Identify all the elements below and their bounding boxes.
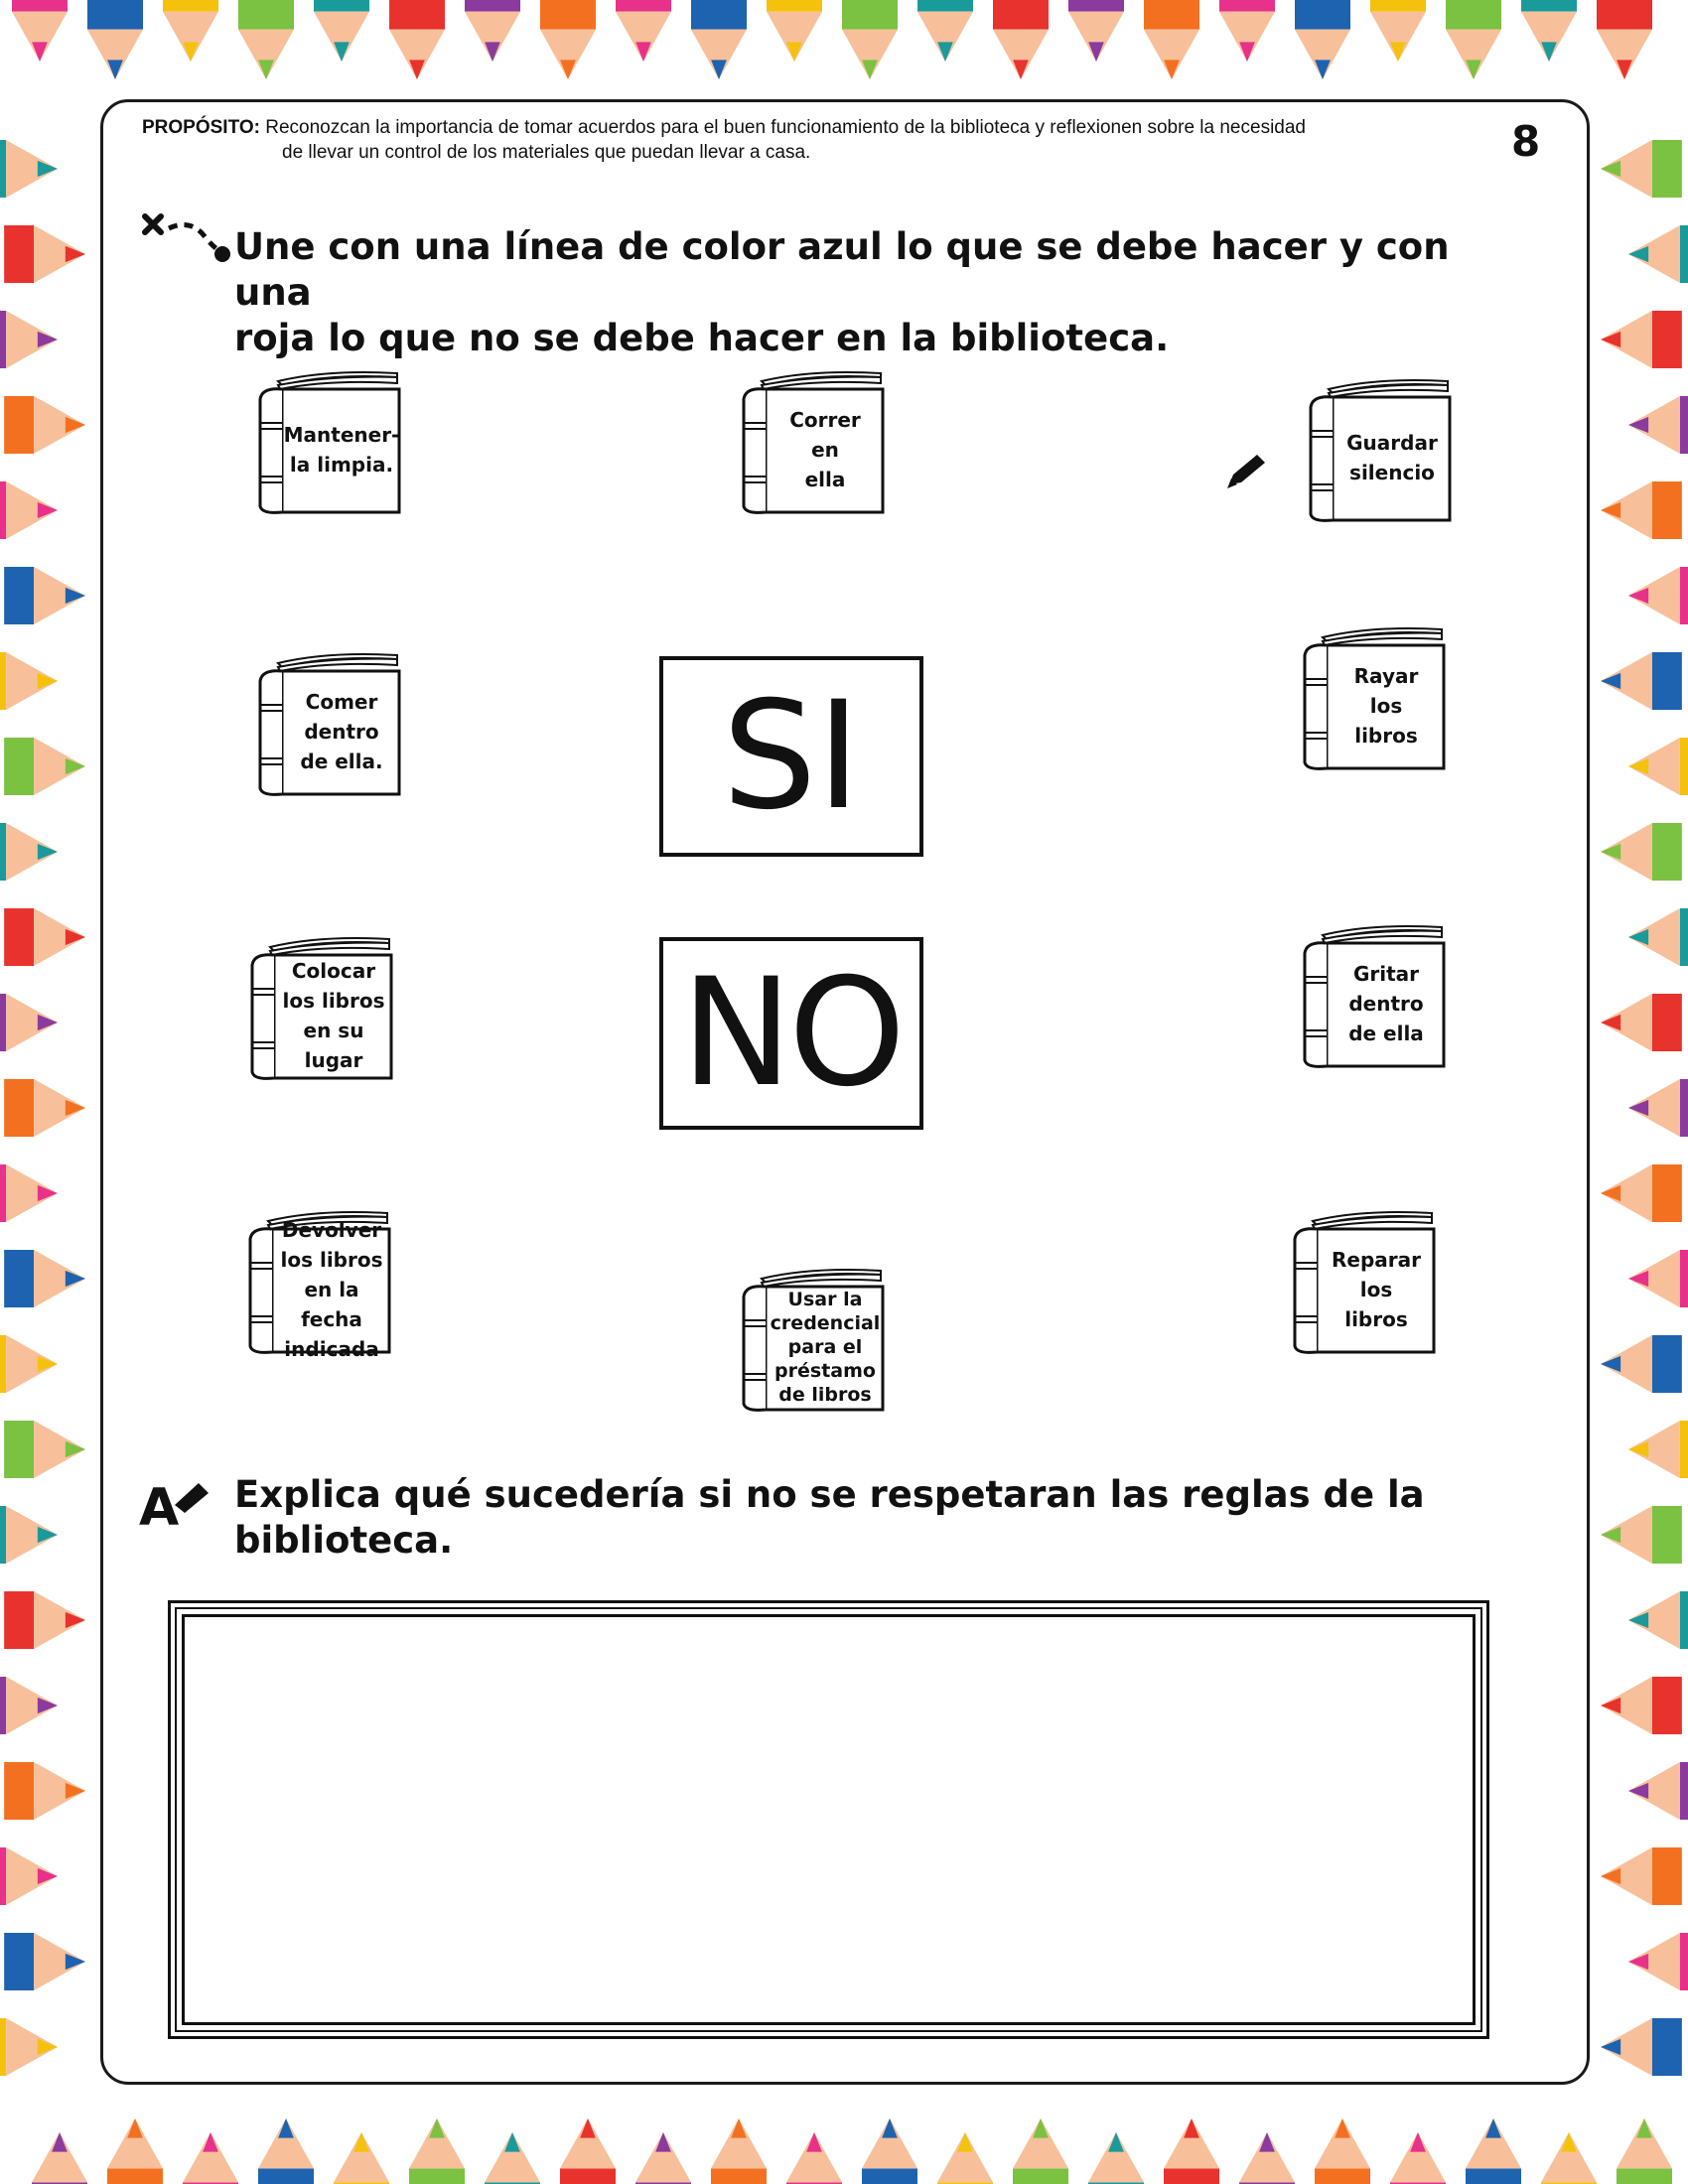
book-label-line: Correr xyxy=(789,408,861,432)
book-label-line: Gritar xyxy=(1352,962,1420,986)
book-label-line: lugar xyxy=(304,1048,363,1072)
instruction-2-line-2: biblioteca. xyxy=(234,1519,454,1562)
yes-box xyxy=(659,656,923,857)
book-label-line: dentro xyxy=(1348,992,1424,1016)
book-label-line: los libros xyxy=(282,989,385,1013)
book-label-line: credencial xyxy=(770,1312,881,1334)
book-label-line: en xyxy=(811,438,839,462)
book-label-line: para el xyxy=(787,1336,863,1358)
book-put-books-back[interactable] xyxy=(240,931,399,1090)
book-label xyxy=(1333,397,1452,518)
book-label-line: Mantener- xyxy=(283,423,400,447)
book-keep-silence[interactable] xyxy=(1299,373,1458,532)
book-label-line: Colocar xyxy=(291,959,376,983)
book-label xyxy=(272,1218,391,1361)
book-shout-inside[interactable] xyxy=(1293,919,1452,1078)
purpose-line-2: de llevar un control de los materiales que puedan llevar a casa. xyxy=(282,142,811,163)
instruction-1-line-2: roja lo que no se debe hacer en la biblioteca. xyxy=(234,317,1170,359)
purpose-label: PROPÓSITO: xyxy=(142,117,260,138)
instruction-1-line-1: Une con una línea de color azul lo que se debe hacer y con una xyxy=(234,225,1450,314)
book-eat-inside[interactable] xyxy=(248,647,407,806)
book-label xyxy=(282,389,401,510)
no-label: NO xyxy=(680,947,903,1120)
book-label-line: los xyxy=(1359,1278,1393,1301)
book-return-on-time[interactable] xyxy=(238,1205,397,1364)
instruction-2-line-1: Explica qué sucedería si no se respetaran las reglas de la xyxy=(234,1473,1425,1516)
book-label xyxy=(766,1287,885,1408)
book-label-line: en su xyxy=(303,1019,364,1042)
book-label-line: de ella xyxy=(1348,1022,1424,1045)
purpose-line-1: Reconozcan la importancia de tomar acuerdos para el buen funcionamiento de la biblioteca y reflexionen sobre la necesidad xyxy=(265,117,1306,138)
book-label xyxy=(766,389,885,510)
book-label xyxy=(1327,943,1446,1064)
book-label-line: Comer xyxy=(305,690,378,714)
book-repair-books[interactable] xyxy=(1283,1205,1442,1364)
book-label-line: ella xyxy=(804,468,846,491)
book-label-line: de ella. xyxy=(300,750,383,773)
book-label-line: en la fecha xyxy=(301,1278,362,1331)
answer-box[interactable] xyxy=(168,1600,1489,2039)
book-label-line: la limpia. xyxy=(289,453,394,477)
book-label-line: Reparar xyxy=(1332,1248,1421,1272)
instruction-activity-2 xyxy=(234,1472,1476,1564)
book-label xyxy=(282,671,401,792)
book-keep-clean[interactable] xyxy=(248,365,407,524)
purpose-text xyxy=(142,115,1502,165)
page-number: 8 xyxy=(1511,117,1541,166)
book-label-line: préstamo xyxy=(774,1360,876,1382)
book-label-line: silencio xyxy=(1349,461,1435,484)
no-box xyxy=(659,937,923,1130)
book-label xyxy=(1327,645,1446,766)
writing-icon xyxy=(139,1475,218,1535)
book-use-library-card[interactable] xyxy=(732,1263,891,1422)
book-label-line: Rayar xyxy=(1353,664,1419,688)
book-label-line: indicada xyxy=(284,1337,379,1361)
book-label-line: los xyxy=(1369,694,1403,718)
book-label-line: libros xyxy=(1344,1307,1408,1331)
dotted-line-icon xyxy=(139,208,230,268)
book-label-line: Devolver xyxy=(281,1218,382,1242)
book-label-line: libros xyxy=(1354,724,1418,748)
book-label-line: los libros xyxy=(280,1248,383,1272)
yes-label: SI xyxy=(722,670,861,843)
svg-text:A: A xyxy=(139,1478,180,1535)
book-label xyxy=(274,955,393,1076)
book-scribble-books[interactable] xyxy=(1293,621,1452,780)
pencil-icon xyxy=(1223,451,1269,490)
book-label xyxy=(1317,1229,1436,1350)
instruction-activity-1 xyxy=(234,224,1476,361)
book-label-line: dentro xyxy=(304,720,379,744)
book-run[interactable] xyxy=(732,365,891,524)
book-label-line: Guardar xyxy=(1346,431,1438,455)
book-label-line: Usar la xyxy=(787,1289,863,1310)
book-label-line: de libros xyxy=(778,1384,872,1406)
